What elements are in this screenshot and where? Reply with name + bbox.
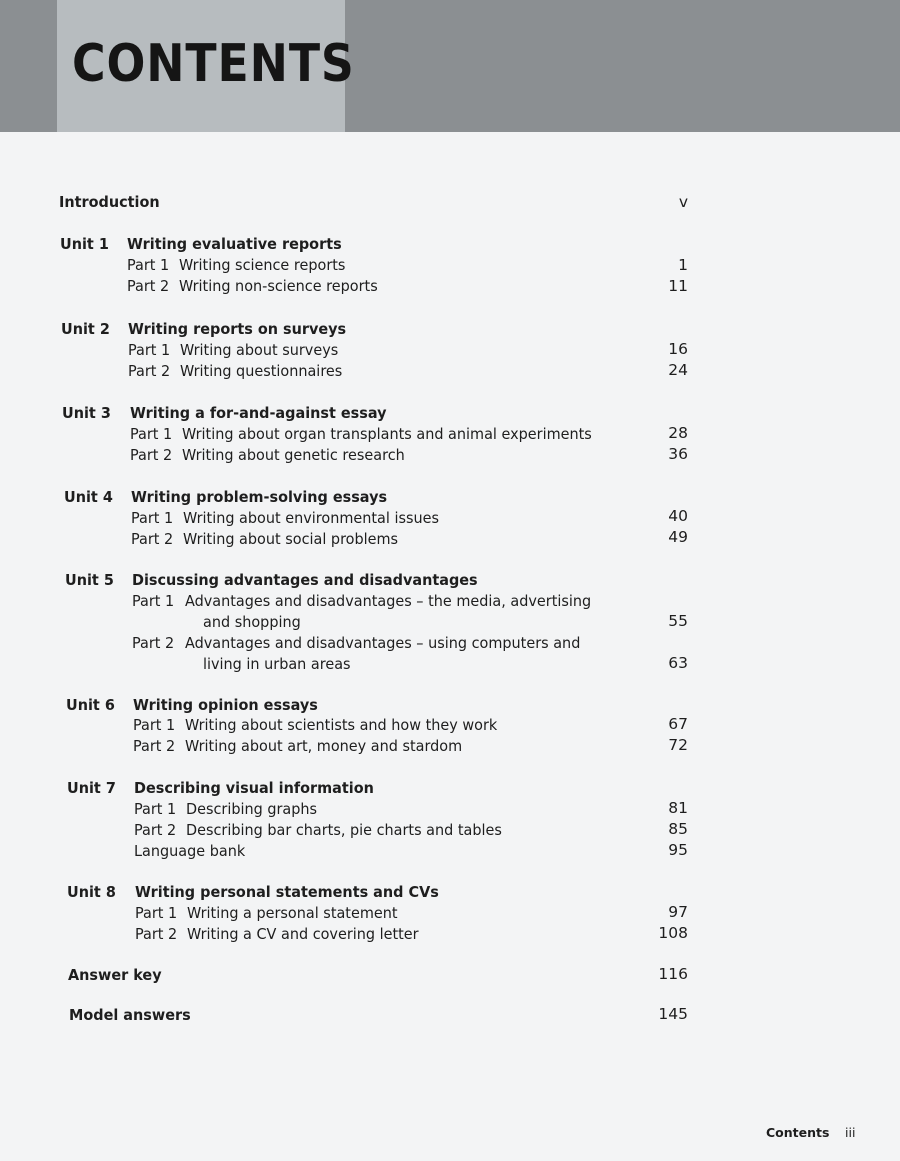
footer-label: Contents (766, 1125, 830, 1140)
unit-7-title: Describing visual information (134, 779, 374, 797)
unit-3-part-1-page: 28 (668, 424, 688, 442)
unit-7-part-2-title: Describing bar charts, pie charts and tables (186, 821, 502, 839)
unit-3-part-1-title: Writing about organ transplants and animal experiments (182, 425, 592, 443)
unit-4-part-1-page: 40 (668, 507, 688, 525)
unit-8-part-1-label: Part 1 (135, 904, 178, 922)
unit-1-part-1-title: Writing science reports (179, 256, 346, 274)
unit-4-part-1-title: Writing about environmental issues (183, 509, 440, 527)
answer-key-page: 116 (658, 965, 688, 983)
unit-8-title: Writing personal statements and CVs (135, 883, 439, 901)
unit-5-title: Discussing advantages and disadvantages (132, 571, 478, 589)
unit-1-label: Unit 1 (60, 235, 109, 253)
unit-2-label: Unit 2 (61, 320, 110, 338)
unit-3-part-1-label: Part 1 (130, 425, 173, 443)
unit-1-part-2-label: Part 2 (127, 277, 170, 295)
unit-4-part-2-page: 49 (668, 528, 688, 546)
unit-7-part-2-page: 85 (668, 820, 688, 838)
unit-2-title: Writing reports on surveys (128, 320, 347, 338)
unit-4-part-1-label: Part 1 (131, 509, 174, 527)
unit-5-part-1-label: Part 1 (132, 592, 175, 610)
unit-1-title: Writing evaluative reports (127, 235, 342, 253)
unit-3-part-2-page: 36 (668, 445, 688, 463)
unit-6-part-1-label: Part 1 (133, 716, 176, 734)
unit-4-label: Unit 4 (64, 488, 113, 506)
answer-key-label: Answer key (68, 966, 162, 984)
model-answers-label: Model answers (69, 1006, 191, 1024)
unit-2-part-2-title: Writing questionnaires (180, 362, 343, 380)
unit-3-part-2-title: Writing about genetic research (182, 446, 405, 464)
unit-4-part-2-title: Writing about social problems (183, 530, 399, 548)
unit-1-part-1-page: 1 (678, 256, 688, 274)
unit-2-part-2-page: 24 (668, 361, 688, 379)
unit-6-part-1-title: Writing about scientists and how they work (185, 716, 498, 734)
unit-8-part-2-page: 108 (658, 924, 688, 942)
unit-8-part-2-title: Writing a CV and covering letter (187, 925, 419, 943)
unit-8-part-2-label: Part 2 (135, 925, 178, 943)
unit-3-label: Unit 3 (62, 404, 111, 422)
intro-page: v (678, 193, 688, 211)
unit-4-part-2-label: Part 2 (131, 530, 174, 548)
unit-2-part-1-label: Part 1 (128, 341, 171, 359)
unit-5-part-2-title: Advantages and disadvantages – using computers and (185, 634, 581, 652)
unit-7-part-2-label: Part 2 (134, 821, 177, 839)
unit-1-part-2-title: Writing non-science reports (179, 277, 378, 295)
unit-5-part-1-title: Advantages and disadvantages – the media, advertising (185, 592, 592, 610)
unit-8-label: Unit 8 (67, 883, 116, 901)
unit-2-part-2-label: Part 2 (128, 362, 171, 380)
unit-6-part-2-title: Writing about art, money and stardom (185, 737, 463, 755)
unit-4-title: Writing problem-solving essays (131, 488, 388, 506)
unit-5-part-2-label: Part 2 (132, 634, 175, 652)
unit-1-part-2-page: 11 (668, 277, 688, 295)
unit-6-label: Unit 6 (66, 696, 115, 714)
unit-1-part-1-label: Part 1 (127, 256, 170, 274)
unit-7-part-1-title: Describing graphs (186, 800, 318, 818)
unit-7-label: Unit 7 (67, 779, 116, 797)
unit-5-part-1-page: 55 (668, 612, 688, 630)
unit-6-title: Writing opinion essays (133, 696, 318, 714)
footer-page-number: iii (845, 1125, 856, 1140)
unit-8-part-1-title: Writing a personal statement (187, 904, 398, 922)
unit-5-part-2-title-cont: living in urban areas (203, 655, 351, 673)
model-answers-page: 145 (658, 1005, 688, 1023)
unit-8-part-1-page: 97 (668, 903, 688, 921)
unit-6-part-2-label: Part 2 (133, 737, 176, 755)
intro-label: Introduction (59, 193, 160, 211)
unit-5-part-1-title-cont: and shopping (203, 613, 301, 631)
unit-5-label: Unit 5 (65, 571, 114, 589)
unit-2-part-1-page: 16 (668, 340, 688, 358)
unit-7-language-bank-page: 95 (668, 841, 688, 859)
unit-7-part-1-label: Part 1 (134, 800, 177, 818)
unit-6-part-1-page: 67 (668, 715, 688, 733)
unit-2-part-1-title: Writing about surveys (180, 341, 339, 359)
unit-7-part-1-page: 81 (668, 799, 688, 817)
unit-5-part-2-page: 63 (668, 654, 688, 672)
unit-6-part-2-page: 72 (668, 736, 688, 754)
unit-3-title: Writing a for-and-against essay (130, 404, 387, 422)
unit-3-part-2-label: Part 2 (130, 446, 173, 464)
page-title: CONTENTS (72, 34, 355, 94)
unit-7-language-bank-title: Language bank (134, 842, 246, 860)
